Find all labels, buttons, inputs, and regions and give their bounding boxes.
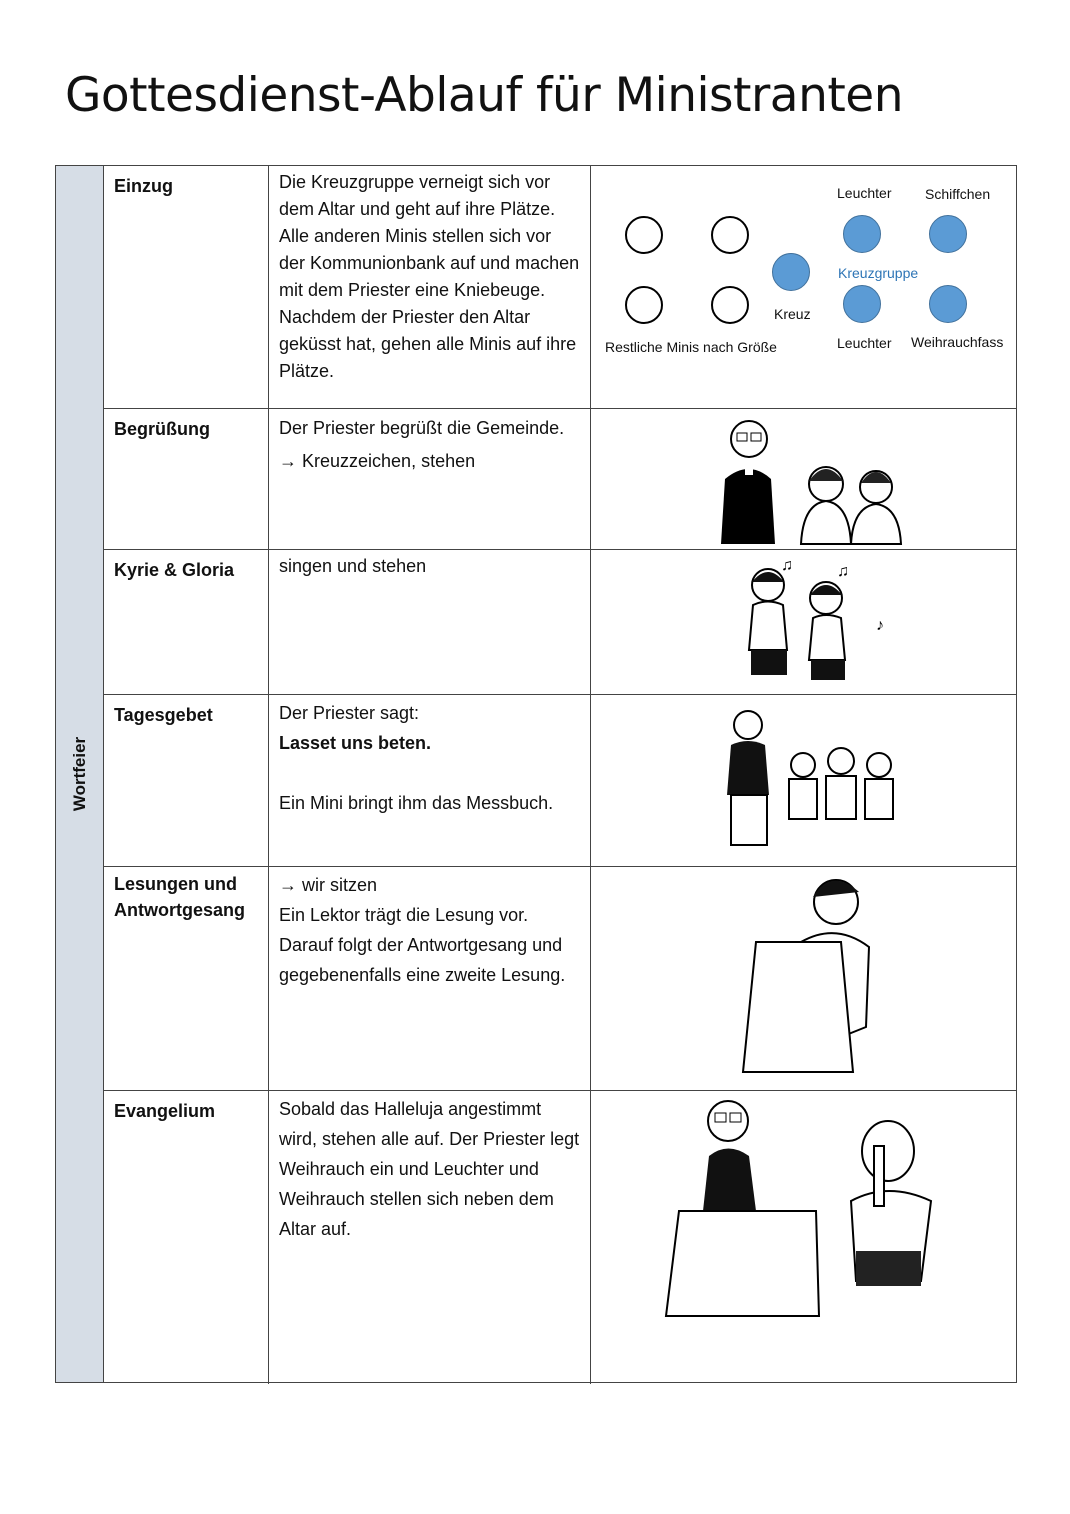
description-text: Der Priester begrüßt die Gemeinde. xyxy=(279,418,565,438)
step-description xyxy=(269,409,591,549)
step-name: Tagesgebet xyxy=(104,695,269,866)
table-row xyxy=(104,409,1016,550)
label-kreuzgruppe: Kreuzgruppe xyxy=(838,265,919,281)
mini-position-circle xyxy=(711,286,749,324)
step-description xyxy=(269,1091,591,1384)
label-restliche-minis: Restliche Minis nach Größe xyxy=(605,339,777,355)
table-row xyxy=(104,867,1016,1091)
illustration-priest-and-minis xyxy=(591,409,1016,549)
illustration-singing-minis xyxy=(591,550,1016,694)
priest-and-minis-drawing xyxy=(591,695,1018,867)
page-title: Gottesdienst-Ablauf für Ministranten xyxy=(65,68,904,123)
section-label: Wortfeier xyxy=(69,736,89,812)
illustration-priest-and-minis xyxy=(591,695,1016,866)
table-row xyxy=(104,550,1016,695)
label-schiffchen: Schiffchen xyxy=(925,186,991,202)
description-text: → wir sitzen xyxy=(279,875,378,895)
priest-and-minis-drawing xyxy=(591,409,1018,550)
description-text: singen und stehen xyxy=(279,556,427,576)
kreuz-position-circle xyxy=(772,253,810,291)
step-description xyxy=(269,695,591,866)
step-name: Evangelium xyxy=(104,1091,269,1384)
step-name: Begrüßung xyxy=(104,409,269,549)
mini-position-circle xyxy=(625,216,663,254)
description-text: Ein Mini bringt ihm das Messbuch. xyxy=(279,793,554,813)
step-name: Einzug xyxy=(104,166,269,408)
svg-text:♪: ♪ xyxy=(876,617,884,634)
svg-text:♫: ♫ xyxy=(781,557,793,574)
positions-diagram xyxy=(591,166,1016,408)
lector-at-ambo-drawing xyxy=(591,867,1018,1091)
label-leuchter: Leuchter xyxy=(837,185,892,201)
schedule-table xyxy=(55,165,1017,1383)
step-name: Kyrie & Gloria xyxy=(104,550,269,694)
section-label-column xyxy=(56,166,104,1382)
weihrauchfass-position-circle xyxy=(929,285,967,323)
mini-position-circle xyxy=(711,216,749,254)
table-row xyxy=(104,166,1016,409)
description-text: → Kreuzzeichen, stehen xyxy=(279,451,476,471)
table-row xyxy=(104,1091,1016,1384)
mini-position-circle xyxy=(625,286,663,324)
leuchter-position-circle xyxy=(843,285,881,323)
label-weihrauchfass: Weihrauchfass xyxy=(911,334,1004,350)
svg-text:♫: ♫ xyxy=(837,563,849,580)
step-name: Lesungen und Antwortgesang xyxy=(104,867,269,1090)
illustration-lector xyxy=(591,867,1016,1090)
description-bold-text: Lasset uns beten. xyxy=(279,733,432,753)
label-kreuz: Kreuz xyxy=(774,306,811,322)
description-text: Der Priester sagt: xyxy=(279,703,420,723)
illustration-priest-and-incense xyxy=(591,1091,1016,1384)
singing-minis-drawing xyxy=(591,550,1018,695)
step-description xyxy=(269,867,591,1090)
step-description xyxy=(269,166,591,408)
label-leuchter-bottom: Leuchter xyxy=(837,335,892,351)
description-text: Die Kreuzgruppe verneigt sich vor dem Altar und geht auf ihre Plätze. Alle anderen Minis stellen sich vor der Kommunionbank auf und machen mit dem Priester eine Kniebeuge. Nachdem der Priester den Altar geküsst hat, gehen alle Minis auf ihre Plätze. xyxy=(279,172,580,381)
description-text: Ein Lektor trägt die Lesung vor. Darauf folgt der Antwortgesang und gegebenenfalls eine zweite Lesung. xyxy=(279,905,566,985)
table-row xyxy=(104,695,1016,867)
step-description xyxy=(269,550,591,694)
schiffchen-position-circle xyxy=(929,215,967,253)
priest-altar-and-mini-drawing xyxy=(591,1091,1018,1384)
leuchter-position-circle xyxy=(843,215,881,253)
description-text: Sobald das Halleluja angestimmt wird, stehen alle auf. Der Priester legt Weihrauch ein und Leuchter und Weihrauch stellen sich neben dem Altar auf. xyxy=(279,1099,580,1239)
